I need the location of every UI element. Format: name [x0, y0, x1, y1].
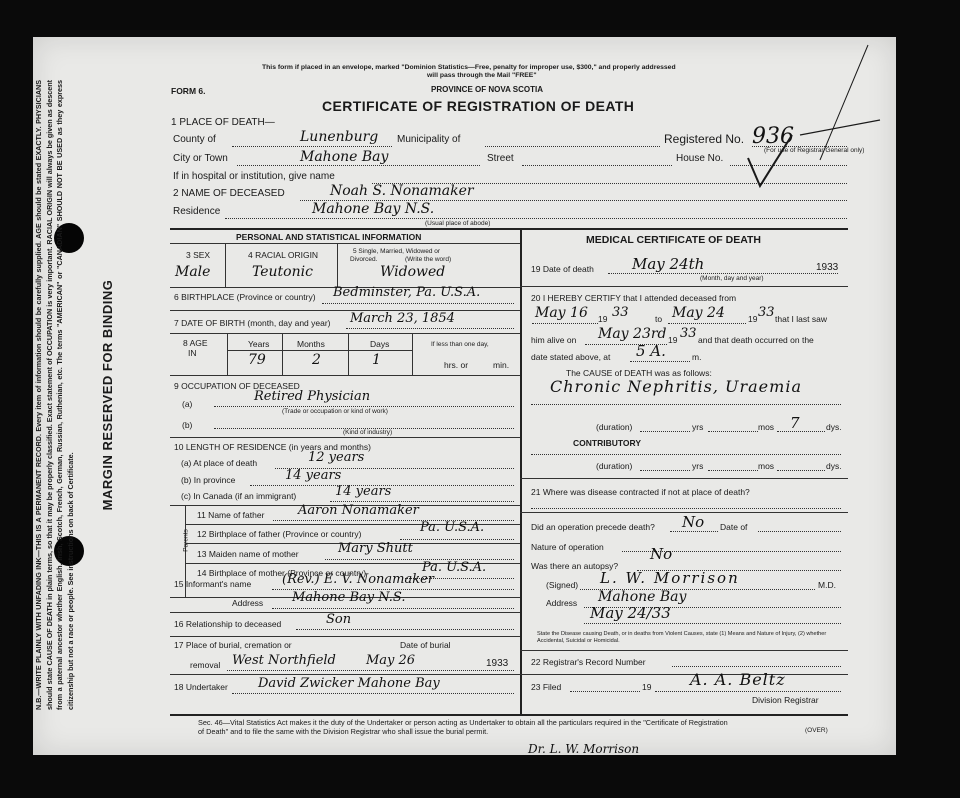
- q21-label: 21 Where was disease contracted if not at place of death?: [531, 487, 750, 497]
- mother-birthplace-label: 14 Birthplace of mother (Province or country): [197, 568, 367, 578]
- mos-label-2: mos: [758, 461, 775, 471]
- dob-label: 7 DATE OF BIRTH (month, day and year): [174, 318, 331, 328]
- burial-year: 1933: [486, 658, 509, 669]
- sex-value: Male: [175, 264, 211, 280]
- signed-label: (Signed): [546, 580, 579, 590]
- date-of-death-label: 19 Date of death: [531, 264, 594, 274]
- binding-margin: [36, 80, 136, 710]
- stated-label: date stated above, at: [531, 352, 611, 362]
- cause-of-death: Chronic Nephritis, Uraemia: [550, 377, 802, 396]
- age-months: 2: [312, 352, 321, 368]
- marital-label-3: (Write the word): [405, 256, 452, 263]
- physician-signature: L. W. Morrison: [600, 569, 740, 587]
- duration-label-2: (duration): [596, 461, 633, 471]
- yrs-label: yrs: [692, 422, 704, 432]
- city-label: City or Town: [173, 153, 228, 164]
- father-label: 11 Name of father: [197, 510, 265, 520]
- informant-label: 15 Informant's name: [174, 579, 252, 589]
- medical-header: MEDICAL CERTIFICATE OF DEATH: [586, 234, 761, 246]
- m-label: m.: [692, 352, 702, 362]
- date-note: (Month, day and year): [700, 275, 764, 282]
- canada-value: 14 years: [335, 484, 392, 499]
- parents-label: Parents: [182, 529, 190, 552]
- municipality-label: Municipality of: [397, 134, 461, 145]
- dob-value: March 23, 1854: [350, 311, 455, 326]
- name-label: 2 NAME OF DECEASED: [173, 188, 285, 199]
- certify-label: 20 I HEREBY CERTIFY that I attended deceased from: [531, 293, 737, 303]
- date-of-label: Date of: [720, 522, 748, 532]
- days-label: Days: [370, 339, 390, 349]
- age-days: 1: [372, 352, 381, 368]
- last-saw-label: that I last saw: [775, 314, 827, 324]
- registrar-number-label: 22 Registrar's Record Number: [531, 657, 646, 667]
- residence-label: Residence: [173, 206, 221, 217]
- check-mark-icon: [700, 40, 890, 220]
- informant-address-label: Address: [232, 598, 264, 608]
- section-46-note-2: of Death" and to file the same with the Division Registrar who shall issue the burial permit.: [198, 727, 489, 736]
- abode-note: (Usual place of abode): [425, 220, 491, 227]
- marital-label: 5 Single, Married, Widowed or: [353, 248, 441, 255]
- burial-date: May 26: [366, 653, 416, 668]
- yrs-label-2: yrs: [692, 461, 704, 471]
- occ-a: (a): [182, 399, 193, 409]
- undertaker-value: David Zwicker Mahone Bay: [258, 676, 440, 691]
- birthplace-value: Bedminster, Pa. U.S.A.: [333, 285, 481, 300]
- age-years: 79: [248, 352, 266, 368]
- province-value: 14 years: [285, 468, 342, 483]
- canada-label: (c) In Canada (if an immigrant): [181, 491, 297, 501]
- house-label: House No.: [676, 153, 724, 164]
- mother-value: Mary Shutt: [338, 541, 413, 556]
- informant-address: Mahone Bay N.S.: [292, 590, 406, 605]
- mother-label: 13 Maiden name of mother: [197, 549, 299, 559]
- year-2: 33: [758, 305, 775, 320]
- over-label: (OVER): [805, 727, 828, 734]
- section-46-note: Sec. 46—Vital Statistics Act makes it the duty of the Undertaker or person acting as Undertaker to obtain all the particulars required in the "Certificate of Registration: [198, 718, 728, 727]
- less-day-label: If less than one day,: [431, 341, 489, 348]
- occurred-label: and that death occurred on the: [698, 335, 814, 345]
- mail-note: This form if placed in an envelope, marked "Dominion Statistics—Free, penalty for improper use, $300," and properly addressed: [262, 64, 676, 71]
- division-registrar-label: Division Registrar: [752, 695, 819, 705]
- alive-date: May 23rd: [598, 326, 667, 342]
- registered-note: (For use of Registrar General only): [764, 147, 865, 154]
- cause-label: The CAUSE of DEATH was as follows:: [566, 368, 712, 378]
- registered-number: 936: [752, 124, 794, 149]
- relationship-label: 16 Relationship to deceased: [174, 619, 282, 629]
- street-label: Street: [487, 153, 514, 164]
- occupation-value: Retired Physician: [254, 389, 371, 404]
- dys-label-2: dys.: [826, 461, 842, 471]
- mail-note-2: will pass through the Mail "FREE": [427, 72, 537, 79]
- county-value: Lunenburg: [300, 129, 379, 145]
- age-label-in: IN: [188, 348, 197, 358]
- year-prefix-3: 19: [668, 335, 678, 345]
- filed-year: 19: [642, 682, 652, 692]
- industry-note: (Kind of industry): [343, 429, 393, 436]
- duration-label: (duration): [596, 422, 633, 432]
- deceased-name: Noah S. Nonamaker: [330, 183, 474, 199]
- attended-to: May 24: [672, 305, 725, 321]
- burial-label: 17 Place of burial, cremation or: [174, 640, 292, 650]
- to-label: to: [655, 314, 663, 324]
- death-year: 1933: [816, 262, 839, 273]
- years-label: Years: [248, 339, 270, 349]
- contributory-label: CONTRIBUTORY: [573, 438, 641, 448]
- dys-label: dys.: [826, 422, 842, 432]
- certificate-date: May 24/33: [590, 604, 671, 622]
- nature-label: Nature of operation: [531, 542, 604, 552]
- cause-note: State the Disease causing Death, or in deaths from Violent Causes, state (1) Means and Nature of Injury, (2) whether Accidental, Suicidal or Homicidal.: [537, 631, 827, 644]
- margin-instructions: N.B.—WRITE PLAINLY WITH UNFADING INK—THIS IS A PERMANENT RECORD. Every item of information should be carefully supplied. AGE should be stated EXACTLY. PHYSICIANS should state CAUSE OF DEATH in plain terms, so that it may be properly classified. Exact statement of OCCUPATION is very important. RACIAL ORIGIN will always be given as descent from a paternal ancestor whether English, Irish, Scotch, French, German, Russian, Ruthenian, etc. The terms "AMERICAN" or "CANADIAN" SHOULD NOT BE USED as they express citizenship but not a race or people. See instructions on back of Certificate.: [34, 80, 75, 710]
- form-number: FORM 6.: [171, 86, 206, 96]
- date-of-death: May 24th: [632, 255, 705, 273]
- year-prefix-2: 19: [748, 314, 758, 324]
- burial-place: West Northfield: [232, 653, 336, 668]
- marital-label-2: Divorced.: [350, 256, 378, 263]
- registrar-signature: A. A. Beltz: [690, 670, 786, 689]
- attended-from: May 16: [535, 305, 588, 321]
- physician-address: Mahone Bay: [598, 589, 687, 605]
- removal-label: removal: [190, 660, 221, 670]
- operation-value: No: [682, 513, 705, 531]
- hospital-label: If in hospital or institution, give name: [173, 171, 335, 182]
- father-birthplace: Pa. U.S.A.: [420, 520, 485, 535]
- residence-value: Mahone Bay N.S.: [312, 201, 435, 217]
- months-label: Months: [297, 339, 325, 349]
- place-label: (a) At place of death: [181, 458, 258, 468]
- autopsy-value: No: [650, 545, 673, 563]
- burial-date-label: Date of burial: [400, 640, 451, 650]
- age-label: 8 AGE: [183, 338, 208, 348]
- mos-label: mos: [758, 422, 775, 432]
- racial-value: Teutonic: [252, 264, 313, 280]
- father-value: Aaron Nonamaker: [298, 503, 419, 518]
- birthplace-label: 6 BIRTHPLACE (Province or country): [174, 292, 316, 302]
- county-label: County of: [173, 134, 216, 145]
- residence-length-label: 10 LENGTH OF RESIDENCE (in years and months): [174, 442, 371, 452]
- year-1: 33: [612, 305, 629, 320]
- death-time: 5 A.: [636, 342, 666, 360]
- md-label: M.D.: [818, 580, 836, 590]
- racial-label: 4 RACIAL ORIGIN: [248, 250, 319, 260]
- occ-b: (b): [182, 420, 193, 430]
- hrs-label: hrs. or: [444, 360, 469, 370]
- undertaker-label: 18 Undertaker: [174, 682, 228, 692]
- province-label: (b) In province: [181, 475, 236, 485]
- occupation-label: 9 OCCUPATION OF DECEASED: [174, 381, 300, 391]
- city-value: Mahone Bay: [300, 149, 389, 165]
- registered-label: Registered No.: [664, 132, 745, 146]
- place-value: 12 years: [308, 450, 365, 465]
- min-label: min.: [493, 360, 510, 370]
- relationship-value: Son: [326, 612, 352, 627]
- marital-value: Widowed: [380, 264, 446, 280]
- alive-label: him alive on: [531, 335, 577, 345]
- year-prefix-1: 19: [598, 314, 608, 324]
- margin-title: MARGIN RESERVED FOR BINDING: [100, 279, 115, 511]
- occupation-note: (Trade or occupation or kind of work): [282, 408, 388, 415]
- physician-address-label: Address: [546, 598, 578, 608]
- bottom-signature: Dr. L. W. Morrison: [528, 742, 640, 756]
- filed-label: 23 Filed: [531, 682, 562, 692]
- informant-value: (Rev.) E. V. Nonamaker: [282, 572, 435, 587]
- personal-header: PERSONAL AND STATISTICAL INFORMATION: [236, 232, 422, 242]
- mother-birthplace: Pa. U.S.A.: [422, 560, 487, 575]
- certificate-title: CERTIFICATE OF REGISTRATION OF DEATH: [322, 98, 635, 114]
- year-3: 33: [680, 326, 697, 341]
- operation-label: Did an operation precede death?: [531, 522, 655, 532]
- section-place-of-death: 1 PLACE OF DEATH—: [171, 117, 275, 128]
- autopsy-label: Was there an autopsy?: [531, 561, 619, 571]
- father-birthplace-label: 12 Birthplace of father (Province or country): [197, 529, 362, 539]
- cause-duration-days: 7: [790, 414, 800, 432]
- province-heading: PROVINCE OF NOVA SCOTIA: [431, 85, 544, 94]
- sex-label: 3 SEX: [186, 250, 211, 260]
